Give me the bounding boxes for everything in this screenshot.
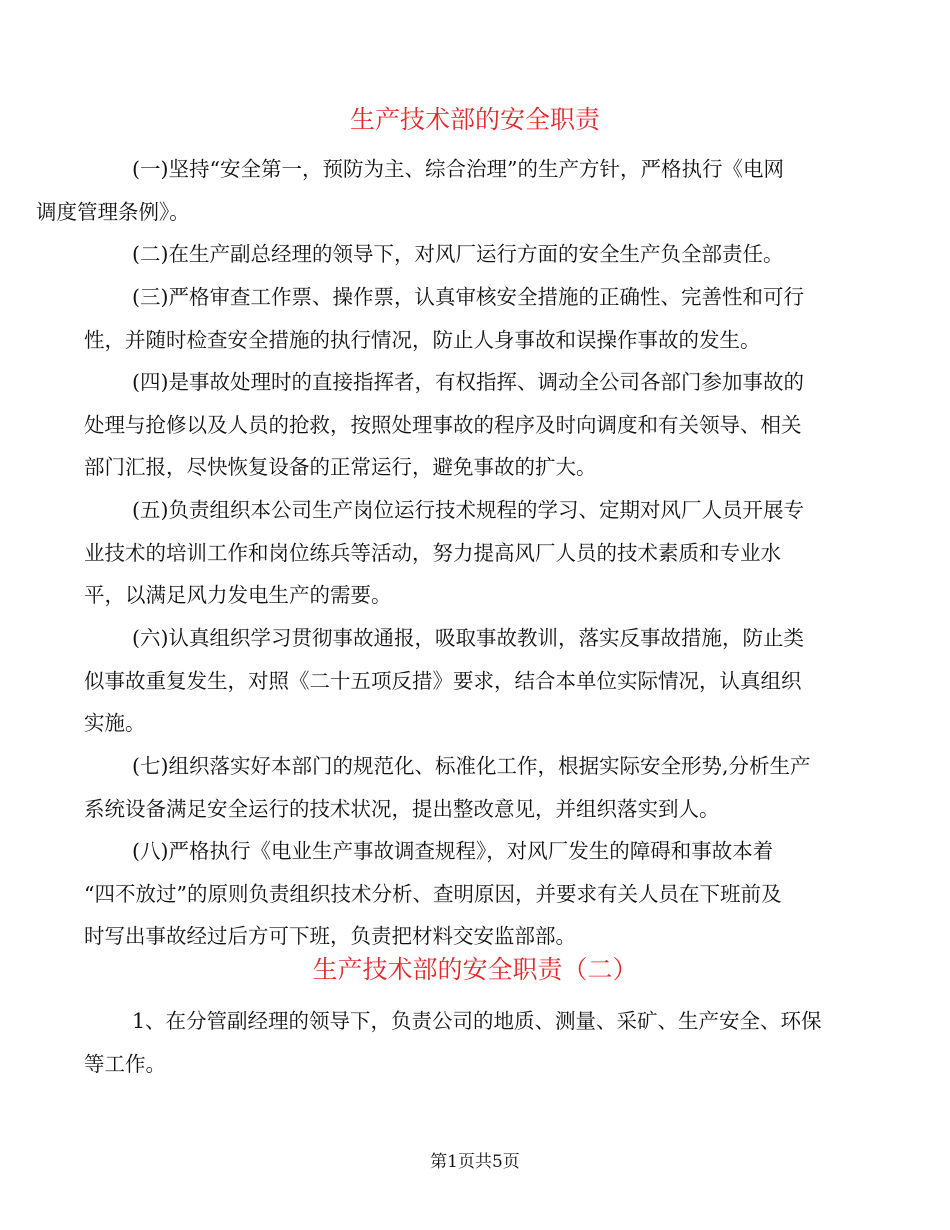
paragraph-line: 似事故重复发生，对照《二十五项反措》要求，结合本单位实际情况，认真组织 <box>84 668 802 693</box>
paragraph-line: 调度管理条例》。 <box>36 199 190 224</box>
paragraph-2 <box>84 233 860 276</box>
paragraph-6 <box>84 617 860 745</box>
paragraph-4 <box>84 361 860 489</box>
paragraph-line: (三)严格审查工作票、操作票，认真审核安全措施的正确性、完善性和可行 <box>132 285 804 309</box>
paragraph-line: (四)是事故处理时的直接指挥者，有权指挥、调动全公司各部门参加事故的 <box>132 370 804 394</box>
paragraph-line: (五)负责组织本公司生产岗位运行技术规程的学习、定期对风厂人员开展专 <box>132 498 804 522</box>
paragraph-line: 性，并随时检查安全措施的执行情况，防止人身事故和误操作事故的发生。 <box>84 327 761 352</box>
paragraph-line: 等工作。 <box>84 1051 166 1076</box>
paragraph-1 <box>36 148 860 233</box>
document-title: 生产技术部的安全职责 <box>349 105 600 134</box>
paragraph-line: 时写出事故经过后方可下班，负责把材料交安监部部。 <box>84 924 576 949</box>
paragraph-line: 部门汇报，尽快恢复设备的正常运行，避免事故的扩大。 <box>84 455 597 480</box>
paragraph-line: 处理与抢修以及人员的抢救，按照处理事故的程序及时向调度和有关领导、相关 <box>84 412 802 437</box>
paragraph-line: (七)组织落实好本部门的规范化、标准化工作，根据实际安全形势,分析生产 <box>132 754 811 778</box>
paragraph-7 <box>84 745 860 830</box>
paragraph-5 <box>84 489 860 617</box>
paragraph-line: 平，以满足风力发电生产的需要。 <box>84 583 392 608</box>
section-2-title: 生产技术部的安全职责（二） <box>312 955 638 984</box>
page-number: 第1页共5页 <box>430 1152 520 1172</box>
paragraph-3 <box>84 276 860 361</box>
paragraph-line: (二)在生产副总经理的领导下，对风厂运行方面的安全生产负全部责任。 <box>132 242 784 266</box>
paragraph-line: (六)认真组织学习贯彻事故通报，吸取事故教训，落实反事故措施，防止类 <box>132 626 804 650</box>
paragraph-8 <box>84 830 860 958</box>
paragraph-line: (八)严格执行《电业生产事故调查规程》，对风厂发生的障碍和事故本着 <box>132 839 774 863</box>
paragraph-line: 实施。 <box>84 711 146 736</box>
paragraph-line: “四不放过”的原则负责组织技术分析、查明原因，并要求有关人员在下班前及 <box>84 881 782 906</box>
paragraph-line: 系统设备满足安全运行的技术状况，提出整改意见，并组织落实到人。 <box>84 796 720 821</box>
paragraph-line: (一)坚持“安全第一，预防为主、综合治理”的生产方针，严格执行《电网 <box>132 157 784 181</box>
paragraph-line: 1、在分管副经理的领导下，负责公司的地质、测量、采矿、生产安全、环保 <box>132 1009 822 1033</box>
section-2-paragraph-1 <box>84 1000 860 1085</box>
paragraph-line: 业技术的培训工作和岗位练兵等活动，努力提高风厂人员的技术素质和专业水 <box>84 540 781 565</box>
